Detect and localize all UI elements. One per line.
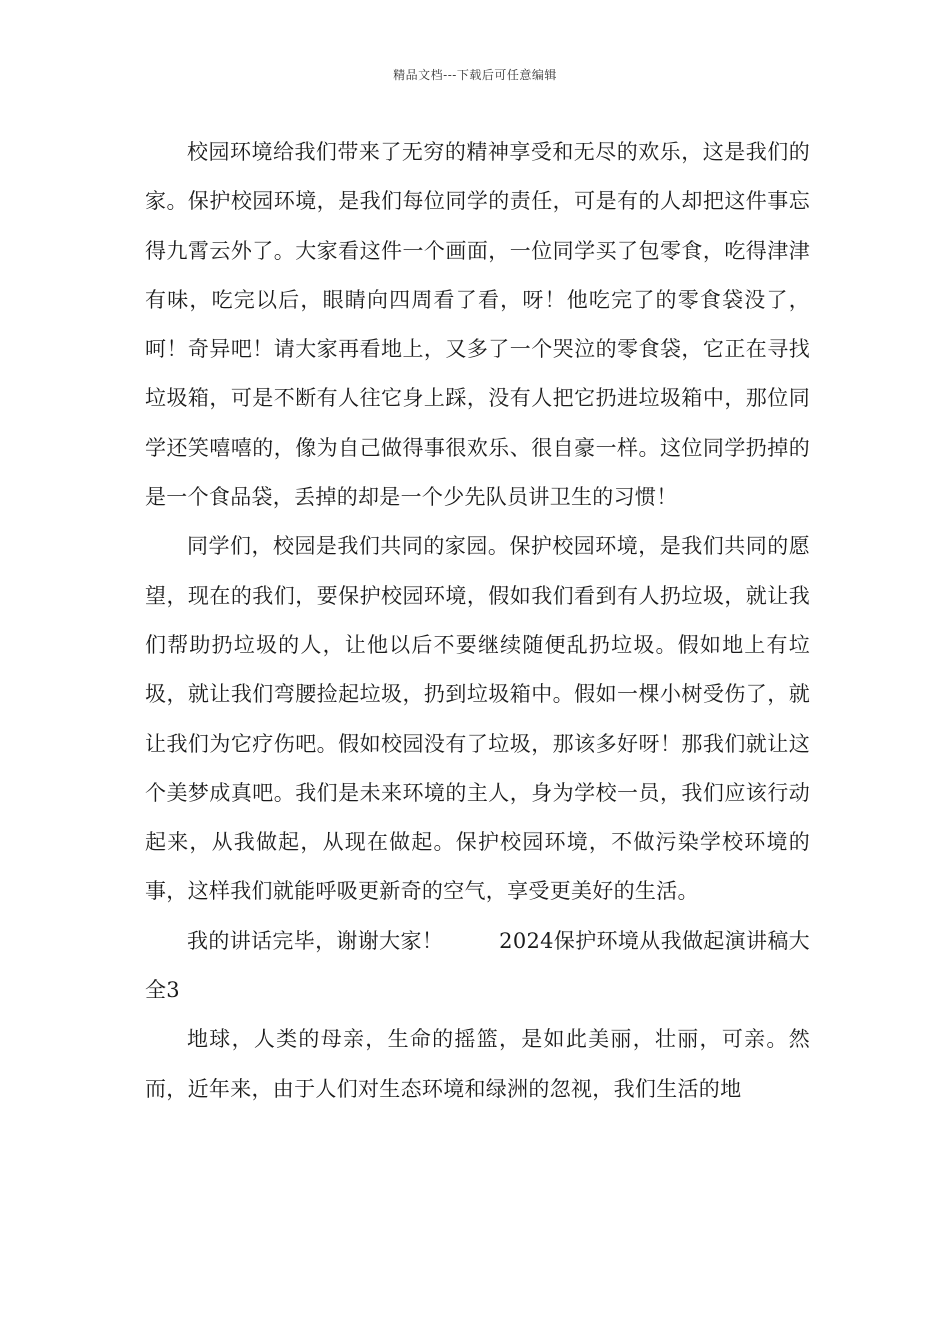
page-header: 精品文档---下载后可任意编辑 xyxy=(393,68,557,82)
document-body xyxy=(145,128,810,1114)
closing-remark: 我的讲话完毕，谢谢大家！ xyxy=(187,928,444,953)
paragraph-closing xyxy=(145,917,810,1016)
paragraph-earth-mother: 地球，人类的母亲，生命的摇篮，是如此美丽，壮丽，可亲。然而，近年来，由于人们对生态环境和绿洲的忽视，我们生活的地 xyxy=(145,1027,810,1101)
paragraph-shared-home: 同学们，校园是我们共同的家园。保护校园环境，是我们共同的愿望，现在的我们，要保护校园环境，假如我们看到有人扔垃圾，就让我们帮助扔垃圾的人，让他以后不要继续随便乱扔垃圾。假如地上有垃圾，就让我们弯腰捡起垃圾，扔到垃圾箱中。假如一棵小树受伤了，就让我们为它疗伤吧。假如校园没有了垃圾，那该多好呀！那我们就让这个美梦成真吧。我们是未来环境的主人，身为学校一员，我们应该行动起来，从我做起，从现在做起。保护校园环境，不做污染学校环境的事，这样我们就能呼吸更新奇的空气，享受更美好的生活。 xyxy=(145,534,810,904)
section-heading: 2024保护环境从我做起演讲稿大全3 xyxy=(145,928,810,1003)
paragraph-campus-environment: 校园环境给我们带来了无穷的精神享受和无尽的欢乐，这是我们的家。保护校园环境，是我们每位同学的责任，可是有的人却把这件事忘得九霄云外了。大家看这件一个画面，一位同学买了包零食，吃得津津有味，吃完以后，眼睛向四周看了看，呀！他吃完了的零食袋没了，呵！奇异吧！请大家再看地上，又多了一个哭泣的零食袋，它正在寻找垃圾箱，可是不断有人往它身上踩，没有人把它扔进垃圾箱中，那位同学还笑嘻嘻的，像为自己做得事很欢乐、很自豪一样。这位同学扔掉的是一个食品袋，丢掉的却是一个少先队员讲卫生的习惯！ xyxy=(145,140,810,510)
